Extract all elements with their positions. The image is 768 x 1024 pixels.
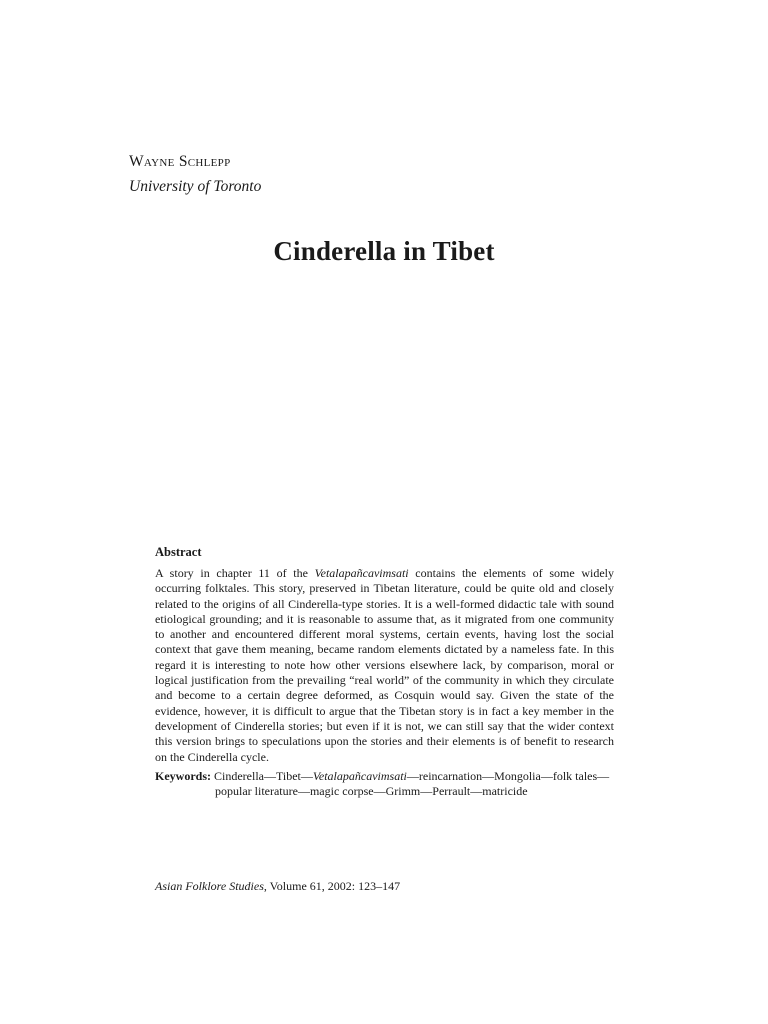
author-name: Wayne Schlepp xyxy=(129,153,231,170)
abstract-text-part2: contains the elements of some widely occurring folktales. This story, preserved in Tibetan literature, could be quite old and closely related to the origins of all Cinderella-type stories. It is a well-formed didactic tale with sound etiological grounding; and it is reasonable to assume that, as it migrated from one community to another and encountered different moral systems, certain events, having lost the social context that gave them meaning, became random elements dictated by a nameless fate. In this regard it is interesting to note how other versions elsewhere lack, by comparison, moral or logical justification from the prevailing “real world” of the community in which they circulate and become to a certain degree deformed, as Cosquin would say. Given the state of the evidence, however, it is difficult to argue that the Tibetan story is in fact a key member in the development of Cinderella stories; but even if it is not, we can still say that the wider context this version brings to speculations upon the stories and their elements is of benefit to research on the Cinderella cycle. xyxy=(155,566,615,764)
journal-name: Asian Folklore Studies xyxy=(155,879,264,893)
abstract-section xyxy=(155,545,614,799)
abstract-text-title: Vetalapañcavimsati xyxy=(314,566,409,580)
journal-volume-pages: , Volume 61, 2002: 123–147 xyxy=(263,879,401,893)
keywords-part1: Cinderella—Tibet— xyxy=(214,768,313,783)
keywords-part2: —reincarnation—Mongolia—folk tales—popular literature—magic corpse—Grimm—Perrault—matricide xyxy=(215,768,610,799)
paper-title: Cinderella in Tibet xyxy=(273,236,495,266)
abstract-body xyxy=(155,566,614,765)
abstract-heading: Abstract xyxy=(155,545,202,559)
abstract-text-part1: A story in chapter 11 of the xyxy=(155,566,315,580)
author-affiliation: University of Toronto xyxy=(129,178,262,195)
keywords-italic: Vetalapañcavimsati xyxy=(312,768,407,783)
journal-citation xyxy=(155,879,400,894)
keywords xyxy=(155,769,614,800)
keywords-label: Keywords: xyxy=(155,768,211,783)
